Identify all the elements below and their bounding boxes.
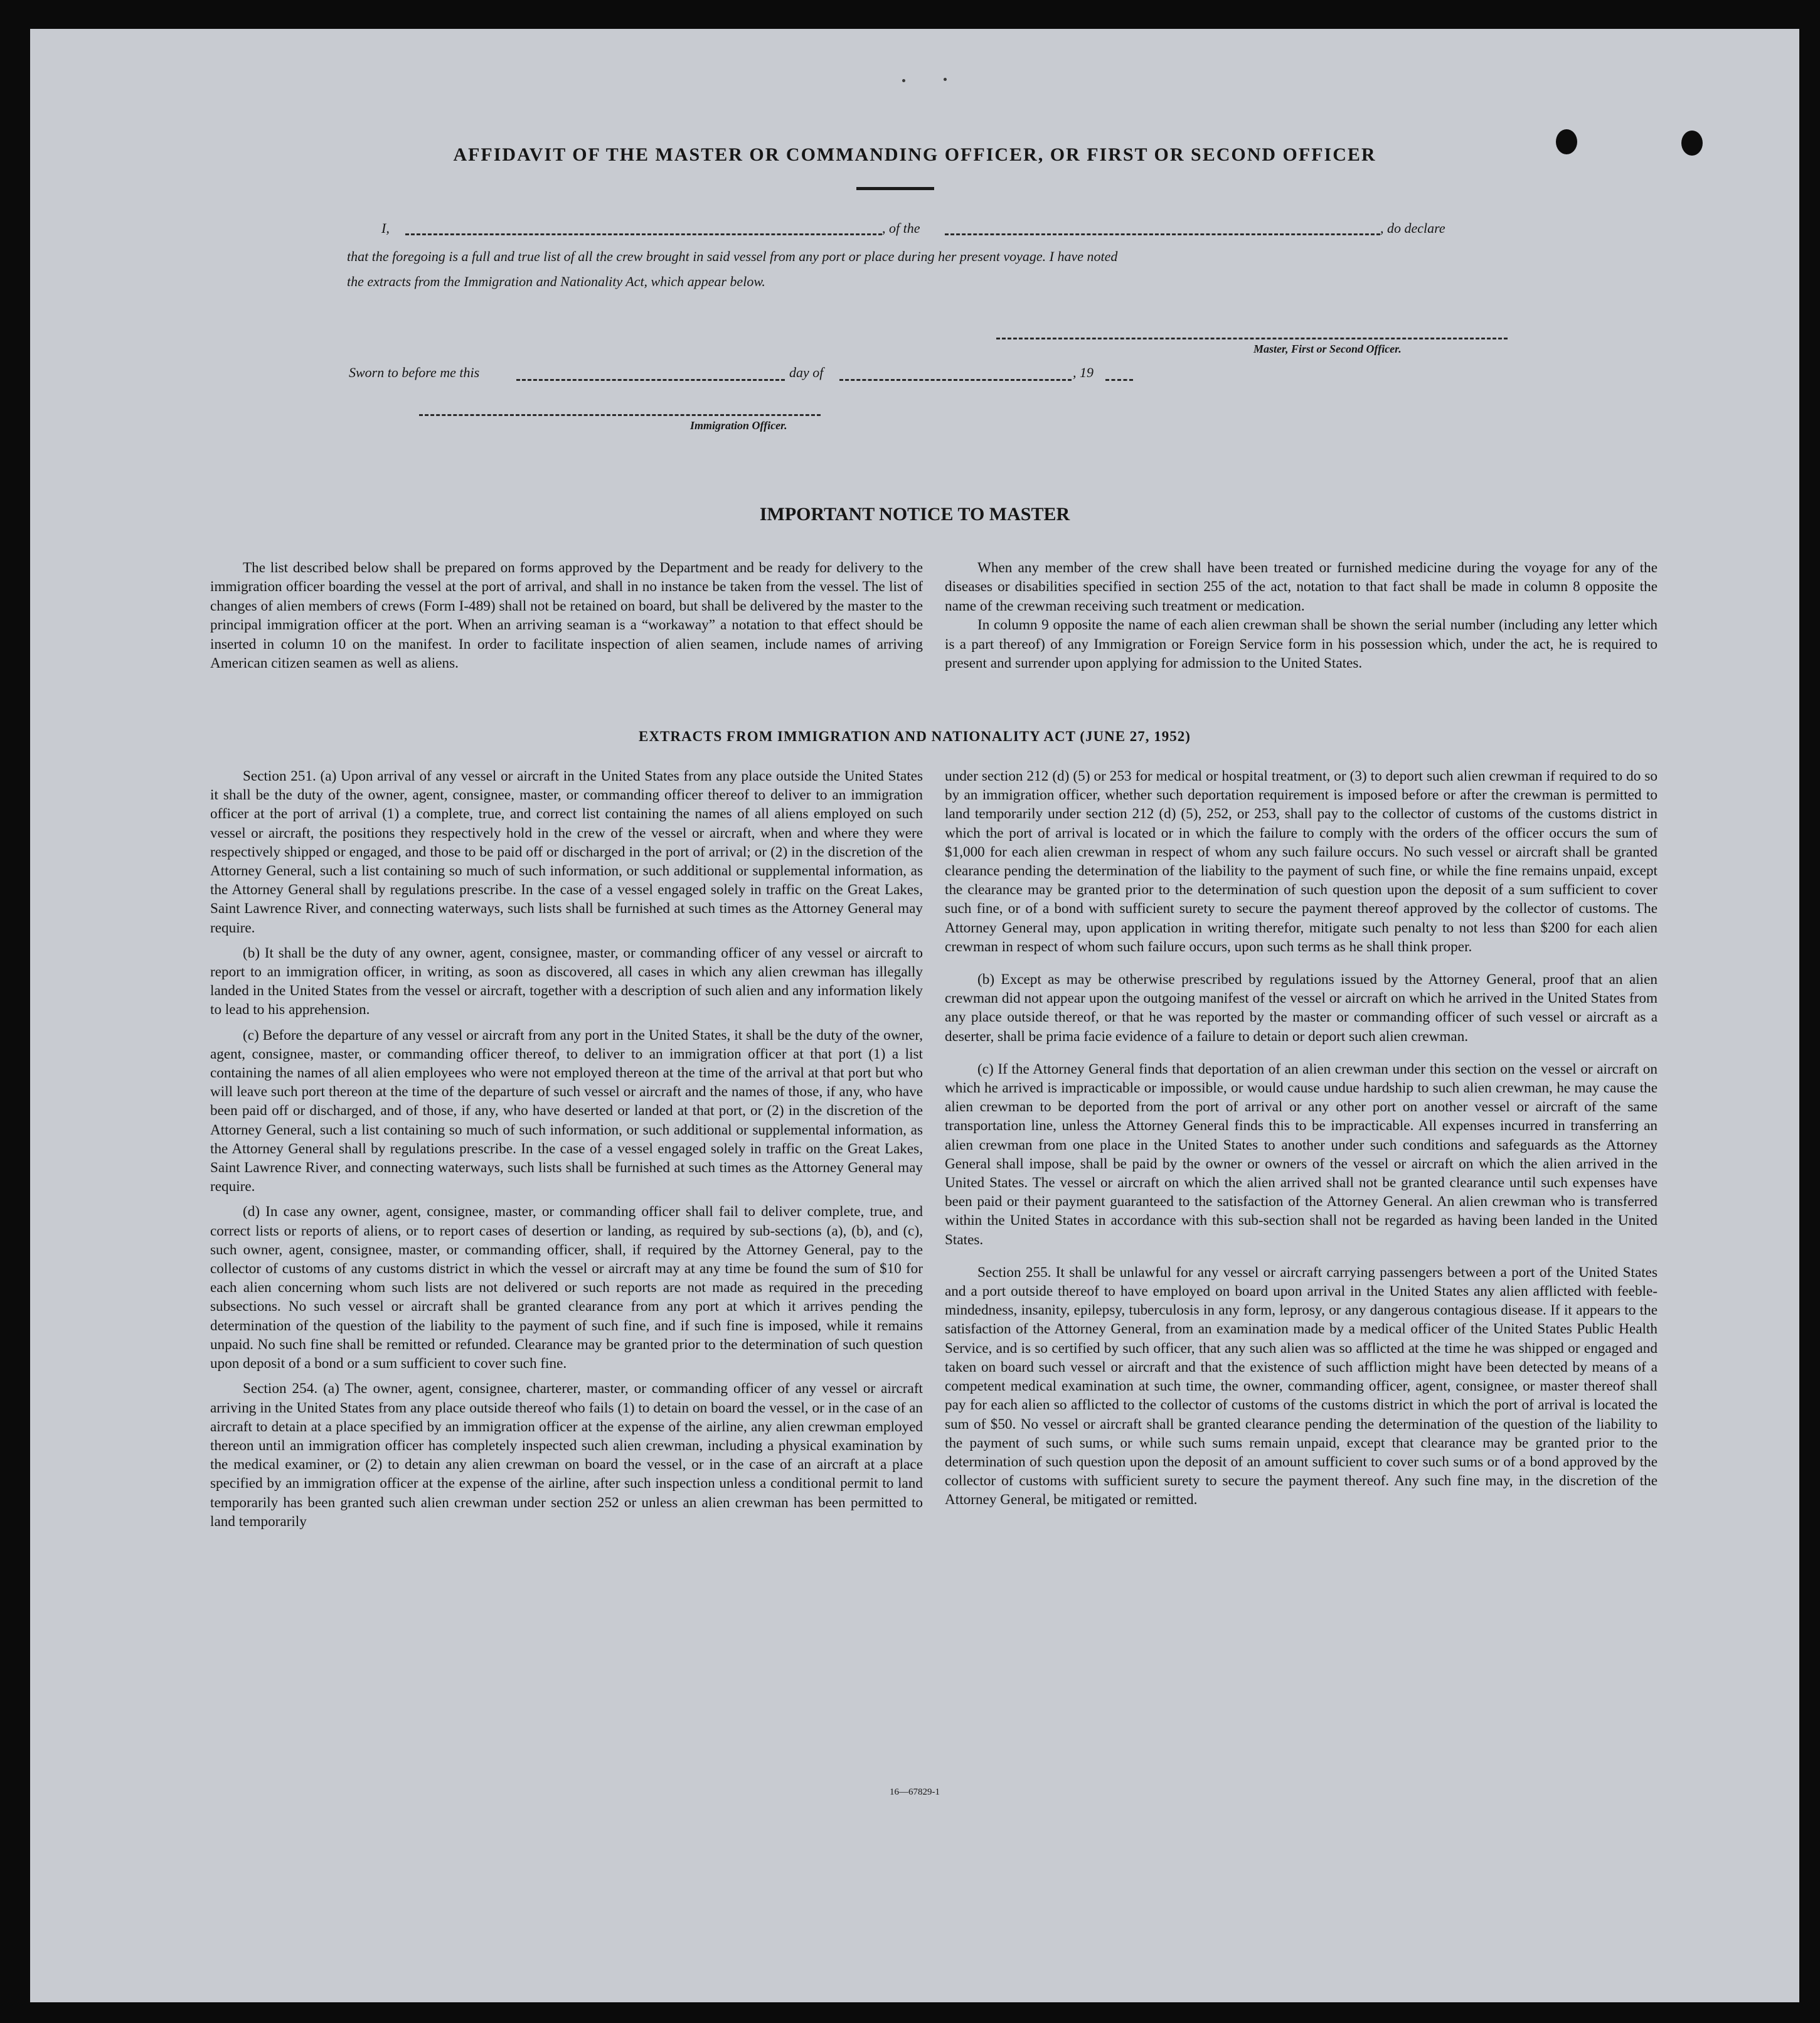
declaration-text-line2: that the foregoing is a full and true list of all the crew brought in said vessel from any port or place during her present voyage. I have noted [347,248,1118,264]
day-of-label: day of [789,365,824,380]
declaration-text-line3: the extracts from the Immigration and Nationality Act, which appear below. [347,274,765,289]
extract-paragraph: (d) In case any owner, agent, consignee, master, or commanding officer shall fail to deliver complete, true, and correct lists or reports of aliens, or to report cases of desertion or landing, as required by sub-sections (a), (b), and (c), such owner, agent, consignee, master, or commanding officer, shall, if required by the Attorney General, pay to the collector of customs of any customs district in which the vessel or aircraft may at any time be found the sum of $10 for each alien concerning whom such lists are not delivered or such reports are not made as required in the preceding subsections. No such vessel or aircraft shall be granted clearance from any port at which it arrives pending the determination of the question of the liability to the payment of such fine, and if such fine is imposed, while it remains unpaid. No such fine shall be remitted or refunded. Clearance may be granted prior to the determination of such question upon deposit of a bond or a sum sufficient to cover such fine. [210,1204,923,1372]
extract-paragraph: under section 212 (d) (5) or 253 for medical or hospital treatment, or (3) to deport such alien crewman if required to do so by an immigration officer, whether such deportation requirement is imposed before or after the crewman is permitted to land temporarily under section 212 (d) (5), 252, or 253, shall pay to the collector of customs of the customs district in which the port of arrival is located or in which the failure to comply with the orders of the officer occurs the sum of $1,000 for each alien crewman in respect of whom any such failure occurs. No such vessel or aircraft shall be granted clearance pending the determination of the liability to the payment of such fine, or while the fine remains unpaid, except the clearance may be granted prior to the determination of such question upon the deposit of a sum sufficient to cover such fine, or of a bond with sufficient surety to secure the payment thereof approved by the collector of customs. The Attorney General may, upon application in writing therefor, mitigate such penalty to not less than $200 for each alien crewman in respect of whom such failure occurs, upon such terms as he shall think proper. [945,768,1658,955]
form-page [30,29,1799,2002]
notice-right-paragraph: When any member of the crew shall have been treated or furnished medicine during the voyage for any of the diseases or disabilities specified in section 255 of the act, notation to that fact shall be made in column 8 opposite the name of the crewman receiving such treatment or medication. [945,560,1658,614]
extract-paragraph: (b) It shall be the duty of any owner, agent, consignee, master, or commanding officer of any vessel or aircraft to report to an immigration officer, in writing, as soon as discovered, all cases in which any alien crewman has illegally landed in the United States from the vessel or aircraft, together with a description of such alien and any information likely to lead to his apprehension. [210,944,923,1018]
master-signature-field[interactable] [996,338,1508,339]
notice-left-paragraph: The list described below shall be prepared on forms approved by the Department and be ready for delivery to the immigration officer boarding the vessel at the port of arrival, and shall in no instance be taken from the vessel. The list of changes of alien members of crews (Form I-489) shall not be retained on board, but shall be delivered by the master to the principal immigration officer at the port. When an arriving seaman is a “workaway” a notation to that effect should be inserted in column 10 on the manifest. In order to facilitate inspection of alien seamen, include names of arriving American citizen seamen as well as aliens. [210,560,923,672]
affidavit-title: AFFIDAVIT OF THE MASTER OR COMMANDING OFFICER, OR FIRST OR SECOND OFFICER [453,144,1376,165]
notice-heading: IMPORTANT NOTICE TO MASTER [759,504,1070,525]
notice-left-column [210,558,923,673]
extracts-heading: EXTRACTS FROM IMMIGRATION AND NATIONALITY ACT (JUNE 27, 1952) [639,729,1191,744]
notice-right-paragraph: In column 9 opposite the name of each alien crewman shall be shown the serial number (including any letter which is a part thereof) of any Immigration or Foreign Service form in his possession which, under the act, he is required to present and surrender upon applying for admission to the United States. [945,617,1658,672]
declarant-name-field[interactable] [405,233,882,235]
do-declare-label: , do declare [1380,220,1445,236]
master-signature-label: Master, First or Second Officer. [1253,343,1402,355]
title-rule [856,187,934,190]
sworn-month-field[interactable] [839,379,1072,381]
extract-paragraph: (c) If the Attorney General finds that deportation of an alien crewman under this section on the vessel or aircraft on which he arrived is impracticable or impossible, or would cause undue hardship to such alien crewman, he may cause the alien crewman to be deported from the port of arrival or any other port on another vessel or aircraft of the same transportation line, unless the Attorney General finds this to be impracticable. All expenses incurred in transferring an alien crewman from one place in the United States to another under such conditions and safeguards as the Attorney General shall impose, shall be paid by the owner or owners of the vessel or aircraft on which the alien arrived in the United States. The vessel or aircraft on which the alien arrived shall not be granted clearance until such expenses have been paid or their payment guaranteed to the satisfaction of the Attorney General. An alien crewman who is transferred within the United States in accordance with this sub-section shall not be regarded as having been landed in the United States. [945,1060,1658,1248]
sworn-label: Sworn to before me this [349,365,480,380]
sworn-day-field[interactable] [516,379,785,381]
sworn-year-field[interactable] [1105,379,1133,381]
notice-right-column [945,558,1658,673]
extracts-right-column [945,767,1658,1510]
extract-paragraph: Section 255. It shall be unlawful for any vessel or aircraft carrying passengers between a port of the United States and a port outside thereof to have employed on board upon arrival in the United States any alien afflicted with feeble-mindedness, insanity, epilepsy, tuberculosis in any form, leprosy, or any dangerous contagious disease. If it appears to the satisfaction of the Attorney General, from an examination made by a medical officer of the United States Public Health Service, and is so certified by such officer, that any such alien was so afflicted at the time he was shipped or engaged and taken on board such vessel or aircraft and that the existence of such affliction might have been detected by means of a competent medical examination at such time, the owner, commanding officer, agent, consignee, or master thereof shall pay for each alien so afflicted to the collector of customs of the customs district in which the port of arrival is located the sum of $50. No vessel or aircraft shall be granted clearance pending the determination of the question of the liability to the payment of such sums, or while such sums remain unpaid, except that clearance may be granted prior to the determination of such question upon the deposit of an amount sufficient to cover such sums or of a bond approved by the collector of customs with sufficient surety to secure the payment thereof. Any such fine may, in the discretion of the Attorney General, be mitigated or remitted. [945,1264,1658,1508]
scan-speck [902,79,905,82]
officer-signature-label: Immigration Officer. [690,419,787,432]
extracts-left-column [210,767,923,1531]
extract-paragraph: Section 254. (a) The owner, agent, consignee, charterer, master, or commanding officer of any vessel or aircraft arriving in the United States from any place outside thereof who fails (1) to detain on board the vessel, or in the case of an aircraft to detain at a place specified by an immigration officer at the expense of the airline, any alien crewman employed thereon until an immigration officer has completely inspected such alien crewman, including a physical examination by the medical examiner, or (2) to detain any alien crewman on board the vessel, or in the case of an aircraft at a place specified by an immigration officer at the expense of the airline, after such inspection unless a conditional permit to land temporarily has been granted such alien crewman under section 252 or unless an alien crewman has been permitted to land temporarily [210,1380,923,1530]
officer-signature-field[interactable] [419,414,821,416]
scan-speck [944,78,947,81]
of-the-label: , of the [882,220,920,236]
form-number: 16—67829-1 [890,1787,940,1797]
vessel-name-field[interactable] [945,233,1380,235]
extract-paragraph: Section 251. (a) Upon arrival of any vessel or aircraft in the United States from any place outside the United States it shall be the duty of the owner, agent, consignee, master, or commanding officer thereof to deliver to an immigration officer at the port of arrival (1) a complete, true, and correct list containing the names of all aliens employed on such vessel or aircraft, the positions they respectively hold in the crew of the vessel or aircraft, when and where they were respectively shipped or engaged, and those to be paid off or discharged in the port of arrival; or (2) in the discretion of the Attorney General, such a list containing so much of such information, or such additional or supplemental information, as the Attorney General shall by regulations prescribe. In the case of a vessel engaged solely in traffic on the Great Lakes, Saint Lawrence River, and connecting waterways, such lists shall be furnished at such times as the Attorney General may require. [210,768,923,936]
declarant-prefix: I, [381,220,390,236]
extract-paragraph: (b) Except as may be otherwise prescribed by regulations issued by the Attorney General, proof that an alien crewman did not appear upon the outgoing manifest of the vessel or aircraft on which he arrived in the United States from any place outside thereof, or that he was reported by the master or commanding officer of such vessel or aircraft as a deserter, shall be prima facie evidence of a failure to detain or deport such alien crewman. [945,971,1658,1045]
extract-paragraph: (c) Before the departure of any vessel or aircraft from any port in the United States, it shall be the duty of the owner, agent, consignee, master, or commanding officer thereof, to deliver to an immigration officer at that port (1) a list containing the names of all alien employees who were not employed thereon at the time of the arrival at that port but who will leave such port thereon at the time of the departure of such vessel or aircraft and the names of those, if any, who have been paid off or discharged, and of those, if any, who have deserted or landed at that port, or (2) in the discretion of the Attorney General, such a list containing so much of such information, or such additional or supplemental information, as the Attorney General shall by regulations prescribe. In the case of a vessel engaged solely in traffic on the Great Lakes, Saint Lawrence River, and connecting waterways, such lists shall be furnished at such times as the Attorney General may require. [210,1027,923,1195]
year-prefix: , 19 [1073,365,1094,380]
